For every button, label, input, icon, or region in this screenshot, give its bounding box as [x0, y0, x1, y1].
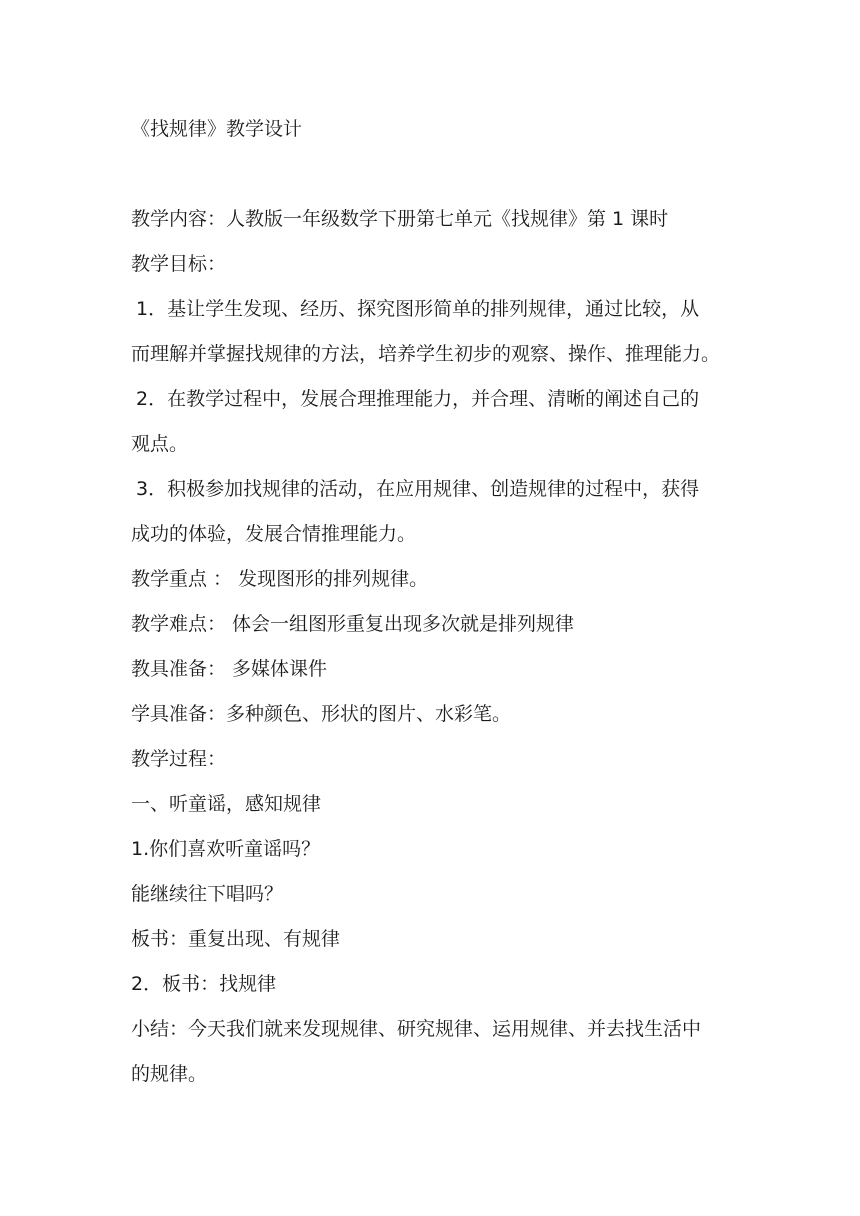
summary-line-2: 的规律。 — [131, 1063, 208, 1085]
objective-3-line-2: 成功的体验，发展合情推理能力。 — [131, 523, 417, 545]
process-heading: 教学过程： — [131, 748, 227, 770]
summary-line-1: 小结：今天我们就来发现规律、研究规律、运用规律、并去找生活中 — [131, 1018, 702, 1040]
objective-3-line-1: 3．积极参加找规律的活动，在应用规律、创造规律的过程中，获得 — [136, 478, 700, 500]
document-title: 《找规律》教学设计 — [131, 118, 303, 140]
objective-1-line-2: 而理解并掌握找规律的方法，培养学生初步的观察、操作、推理能力。 — [131, 343, 721, 365]
objective-2-line-2: 观点。 — [131, 433, 189, 455]
step-1-follow: 能继续往下唱吗？ — [131, 883, 284, 905]
teacher-tools: 教具准备： 多媒体课件 — [131, 658, 328, 680]
difficulty: 教学难点： 体会一组图形重复出现多次就是排列规律 — [131, 613, 575, 635]
step-2: 2．板书：找规律 — [131, 973, 277, 995]
board-note-1: 板书：重复出现、有规律 — [131, 928, 341, 950]
objective-1-line-1: 1．基让学生发现、经历、探究图形简单的排列规律，通过比较，从 — [136, 298, 700, 320]
section-1-heading: 一、听童谣，感知规律 — [131, 793, 322, 815]
key-point: 教学重点 ： 发现图形的排列规律。 — [131, 568, 429, 590]
objective-2-line-1: 2．在教学过程中，发展合理推理能力，并合理、清晰的阐述自己的 — [136, 388, 700, 410]
student-tools: 学具准备：多种颜色、形状的图片、水彩笔。 — [131, 703, 512, 725]
teaching-content: 教学内容：人教版一年级数学下册第七单元《找规律》第 1 课时 — [131, 208, 669, 230]
step-1: 1.你们喜欢听童谣吗？ — [131, 838, 321, 860]
objectives-heading: 教学目标： — [131, 253, 227, 275]
